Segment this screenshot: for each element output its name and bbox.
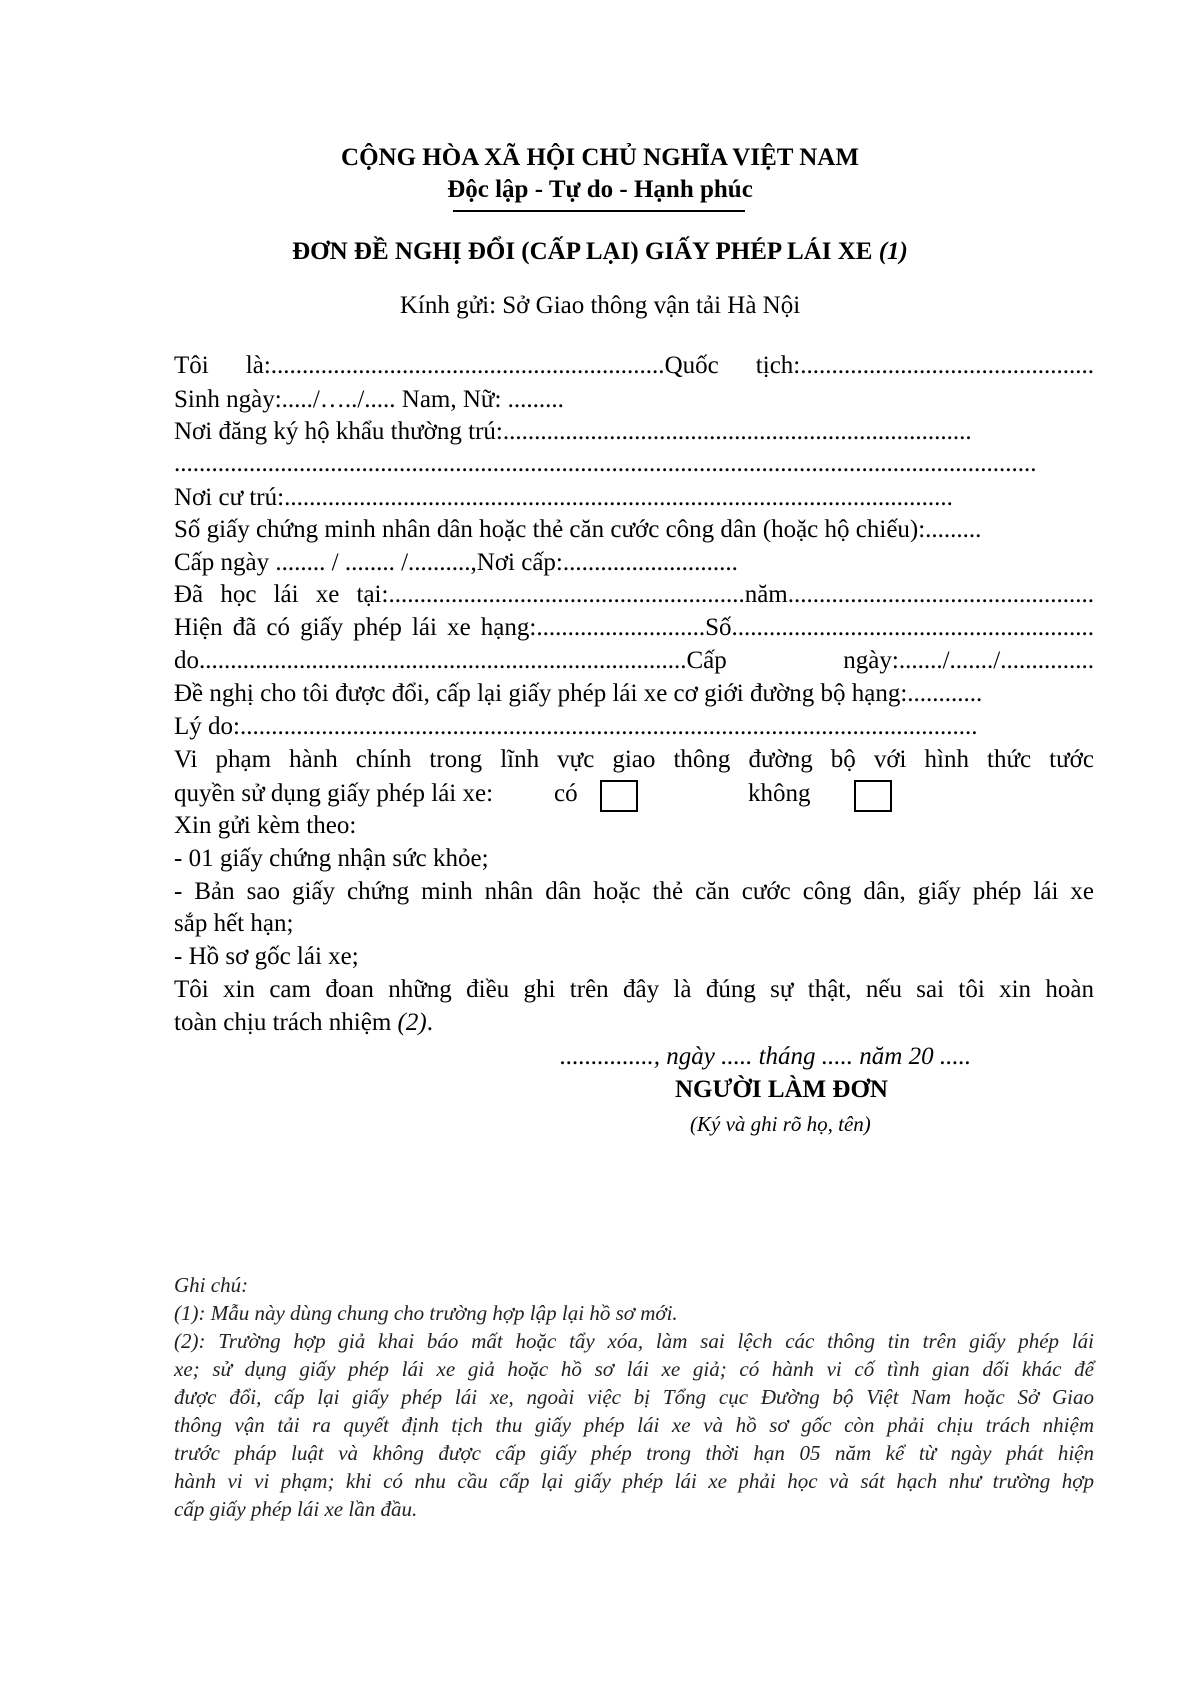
note-2-line-3: được đổi, cấp lại giấy phép lái xe, ngoài việc bị Tổng cục Đường bộ Việt Nam hoặc Sở Giao [174,1385,1094,1409]
national-title: CỘNG HÒA XÃ HỘI CHỦ NGHĨA VIỆT NAM [341,144,859,171]
note-2-line-5: trước pháp luật và không được cấp giấy phép trong thời hạn 05 năm kể từ ngày phát hiện [174,1441,1094,1465]
field-nationality: Quốc tịch:............................................... [664,352,1094,379]
note-2-line-7: cấp giấy phép lái xe lần đầu. [174,1497,418,1521]
note-1: (1): Mẫu này dùng chung cho trường hợp lập lại hồ sơ mới. [174,1301,678,1325]
declaration-end: . [426,1009,433,1036]
field-residence: Nơi cư trú:........................................................................................................... [174,484,953,511]
field-driving-school [174,581,1094,609]
option-no-checkbox[interactable] [854,780,892,812]
field-id-number: Số giấy chứng minh nhân dân hoặc thẻ căn cước công dân (hoặc hộ chiếu):......... [174,516,982,543]
field-name: Tôi là:............................................................... [174,352,665,379]
note-2-line-2: xe; sử dụng giấy phép lái xe giả hoặc hồ sơ lái xe giả; có hành vi cố tình gian dối khác để [174,1357,1094,1381]
form-title-note: (1) [878,238,908,265]
note-2-line-4: thông vận tải ra quyết định tịch thu giấy phép lái xe và hồ sơ gốc còn phải chịu trách nhiệm [174,1413,1094,1437]
field-requested-class: Đề nghị cho tôi được đổi, cấp lại giấy phép lái xe cơ giới đường bộ hạng:............ [174,680,983,707]
field-license-class-number [174,614,1094,642]
motto: Độc lập - Tự do - Hạnh phúc [447,176,753,203]
declaration-note-ref: (2) [397,1009,427,1036]
sign-hint: (Ký và ghi rõ họ, tên) [690,1112,871,1136]
notes-heading: Ghi chú: [174,1273,249,1297]
violation-options [174,780,1094,808]
attachment-item-2: - Bản sao giấy chứng minh nhân dân hoặc thẻ căn cước công dân, giấy phép lái xe [174,878,1094,905]
attachment-item-3: - Hồ sơ gốc lái xe; [174,943,359,970]
field-school-year: năm................................................. [744,581,1094,608]
signature-date: ..............., ngày ..... tháng ..... năm 20 ..... [560,1043,972,1070]
field-permanent-address-cont: .......................................................................................................................................... [174,450,1037,477]
signer-title: NGƯỜI LÀM ĐƠN [675,1076,888,1103]
note-2: (2): Trường hợp giả khai báo mất hoặc tẩy xóa, làm sai lệch các thông tin trên giấy phép lái [174,1329,1094,1353]
field-permanent-address: Nơi đăng ký hộ khẩu thường trú:........................................................................... [174,418,972,445]
violation-statement: Vi phạm hành chính trong lĩnh vực giao thông đường bộ với hình thức tước [174,746,1094,773]
field-license-class: Hiện đã có giấy phép lái xe hạng:........................... [174,614,706,641]
field-birth-gender: Sinh ngày:...../…../..... Nam, Nữ: ......... [174,386,564,413]
field-issuer-date [174,647,1094,675]
option-yes-label: có [554,780,578,807]
declaration: Tôi xin cam đoan những điều ghi trên đây là đúng sự thật, nếu sai tôi xin hoàn [174,976,1094,1003]
field-issuer: do.............................................................................. [174,647,687,674]
field-license-issue-date: Cấp ngày:......./......./............... [686,647,1094,674]
option-yes-checkbox[interactable] [600,780,638,812]
declaration-cont [174,1009,1094,1037]
field-reason: Lý do:...................................................................................................................... [174,713,978,740]
field-name-nationality [174,352,1094,380]
declaration-text: toàn chịu trách nhiệm [174,1009,392,1036]
field-school: Đã học lái xe tại:......................................................... [174,581,745,608]
header-underline [453,210,745,212]
attachments-heading: Xin gửi kèm theo: [174,812,357,839]
form-title-text: ĐƠN ĐỀ NGHỊ ĐỔI (CẤP LẠI) GIẤY PHÉP LÁI XE [292,238,873,265]
note-2-line-6: hành vi vi phạm; khi có nhu cầu cấp lại giấy phép lái xe phải học và sát hạch như trường hợp [174,1469,1094,1493]
form-title [0,238,1200,266]
field-issue-date-place: Cấp ngày ........ / ........ /..........,Nơi cấp:............................ [174,549,738,576]
option-no-label: không [748,780,811,807]
violation-statement-cont: quyền sử dụng giấy phép lái xe: [174,780,494,807]
attachment-item-1: - 01 giấy chứng nhận sức khỏe; [174,845,489,872]
recipient: Kính gửi: Sở Giao thông vận tải Hà Nội [399,292,801,319]
field-license-number: Số.......................................................... [705,614,1094,641]
attachment-item-2-cont: sắp hết hạn; [174,910,294,937]
